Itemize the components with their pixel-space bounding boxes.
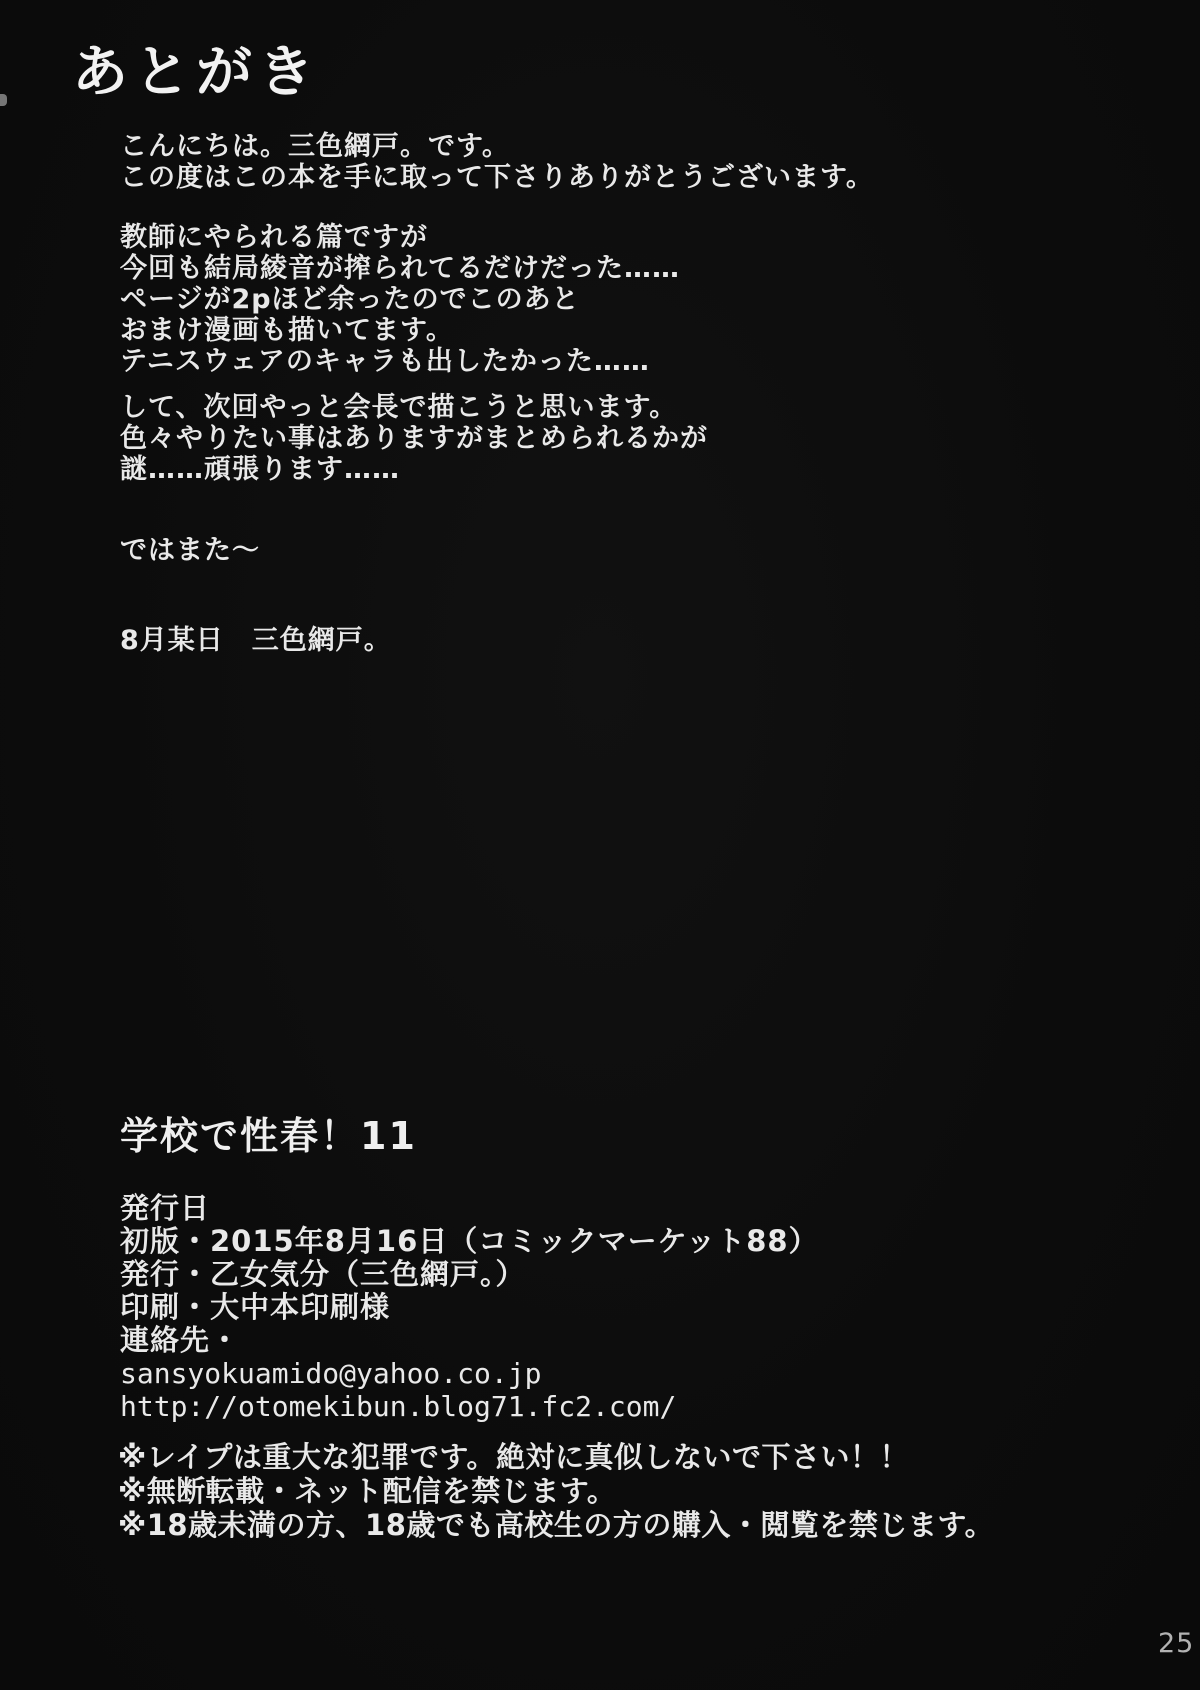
text-line: 教師にやられる篇ですが [120,222,428,253]
page-number: 25 [1158,1628,1195,1659]
body-paragraph [120,392,708,485]
notice-line: ※無断転載・ネット配信を禁じます。 [118,1474,617,1508]
book-title: 学校で性春！11 [120,1114,417,1158]
page-title: あとがき [72,40,320,105]
text-line: こんにちは。三色網戸。です。 [120,131,510,162]
signature-line: 8月某日 三色網戸。 [120,625,392,656]
text-line: この度はこの本を手に取って下さりありがとうございます。 [120,162,874,193]
text-line: 謎……頑張ります…… [120,454,400,485]
contact-email: sansyokuamido@yahoo.co.jp [120,1357,542,1390]
text-line: ページが2pほど余ったのでこのあと [120,284,580,315]
text-line: 今回も結局綾音が搾られてるだけだった…… [120,253,680,284]
edition-line: 初版・2015年8月16日（コミックマーケット88） [120,1224,819,1258]
notice-line: ※18歳未満の方、18歳でも高校生の方の購入・閲覧を禁じます。 [118,1508,995,1542]
colophon [120,1192,819,1423]
text-line: テニスウェアのキャラも出したかった…… [120,346,650,377]
greeting-paragraph [120,131,874,193]
body-paragraph [120,222,680,377]
publisher-line: 発行・乙女気分（三色網戸。） [120,1257,526,1291]
text-line: 色々やりたい事はありますがまとめられるかが [120,423,708,454]
closing-line: ではまた～ [120,535,260,566]
scan-artifact [0,94,7,106]
notice-line: ※レイプは重大な犯罪です。絶対に真似しないで下さい！！ [118,1440,910,1474]
text-line: おまけ漫画も描いてます。 [120,315,454,346]
printer-line: 印刷・大中本印刷様 [120,1290,391,1324]
text-line: して、次回やっと会長で描こうと思います。 [120,392,678,423]
legal-notices [118,1440,994,1542]
contact-label: 連絡先・ [120,1323,241,1357]
publication-date-label: 発行日 [120,1191,211,1225]
contact-url: http://otomekibun.blog71.fc2.com/ [120,1390,677,1423]
